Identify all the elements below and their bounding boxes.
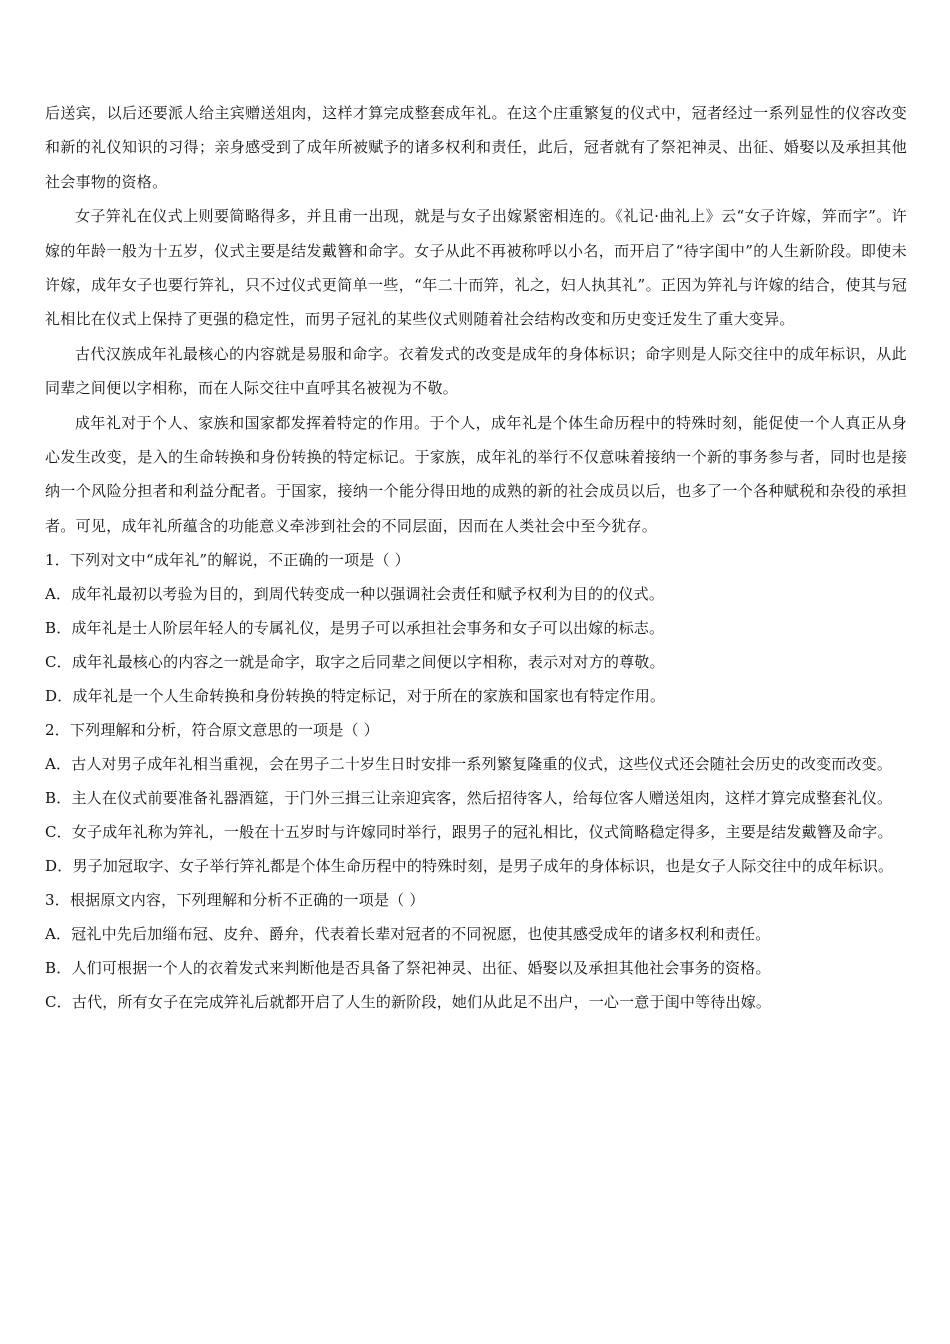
option-text: 冠礼中先后加缁布冠、皮弁、爵弁，代表着长辈对冠者的不同祝愿，也使其感受成年的诸多权利和责任。 (71, 925, 771, 944)
option-text: 女子成年礼称为笄礼，一般在十五岁时与许嫁同时举行，跟男子的冠礼相比，仪式简略稳定得多，主要是结发戴簪及命字。 (71, 823, 893, 842)
option-text: 成年礼最初以考验为目的，到周代转变成一种以强调社会责任和赋予权利为目的的仪式。 (71, 585, 665, 604)
option-text: 人们可根据一个人的衣着发式来判断他是否具备了祭祀神灵、出征、婚娶以及承担其他社会事务的资格。 (71, 959, 771, 978)
option-letter: C． (45, 823, 72, 842)
question-3-option-c (45, 985, 907, 1019)
option-text: 主人在仪式前要准备礼器酒筵，于门外三揖三让亲迎宾客，然后招待客人，给每位客人赠送俎肉，这样才算完成整套礼仪。 (71, 789, 893, 808)
question-1-option-c (45, 645, 907, 679)
question-2-option-b (45, 781, 907, 815)
option-letter: B． (45, 619, 72, 638)
question-1-option-d (45, 679, 907, 713)
question-2-option-d (45, 849, 907, 883)
option-text: 成年礼最核心的内容之一就是命字，取字之后同辈之间便以字相称，表示对对方的尊敬。 (71, 653, 665, 672)
passage-paragraph-4: 成年礼对于个人、家族和国家都发挥着特定的作用。于个人，成年礼是个体生命历程中的特殊时刻，能促使一个人真正从身心发生改变，是入的生命转换和身份转换的特定标记。于家族，成年礼的举行不仅意味着接纳一个新的事务参与者，同时也是接纳一个风险分担者和利益分配者。于国家，接纳一个能分得田地的成熟的新的社会成员以后，也多了一个各种赋税和杂役的承担者。可见，成年礼所蕴含的功能意义牵涉到社会的不同层面，因而在人类社会中至今犹存。 (45, 413, 907, 535)
question-2-option-c (45, 815, 907, 849)
option-letter: D． (45, 857, 73, 876)
option-text: 古代，所有女子在完成笄礼后就都开启了人生的新阶段，她们从此足不出户，一心一意于闺中等待出嫁。 (71, 993, 772, 1012)
question-3-stem: 3．根据原文内容，下列理解和分析不正确的一项是（ ） (45, 891, 425, 910)
option-letter: A． (45, 585, 72, 604)
option-text: 成年礼是士人阶层年轻人的专属礼仪，是男子可以承担社会事务和女子可以出嫁的标志。 (71, 619, 665, 638)
option-letter: A． (45, 925, 72, 944)
passage-paragraph-3: 古代汉族成年礼最核心的内容就是易服和命字。衣着发式的改变是成年的身体标识；命字则是人际交往中的成年标识，从此同辈之间便以字相称，而在人际交往中直呼其名被视为不敬。 (45, 344, 907, 398)
document-page (45, 96, 907, 1019)
option-text: 成年礼是一个人生命转换和身份转换的特定标记，对于所在的家族和国家也有特定作用。 (72, 687, 666, 706)
question-3-option-b (45, 951, 907, 985)
question-1-option-a (45, 577, 907, 611)
option-letter: B． (45, 789, 72, 808)
question-1-stem: 1．下列对文中“成年礼”的解说，不正确的一项是（ ） (45, 551, 410, 570)
question-2-stem: 2．下列理解和分析，符合原文意思的一项是（ ） (45, 721, 379, 740)
question-1-option-b (45, 611, 907, 645)
option-letter: D． (45, 687, 73, 706)
passage-paragraph-2: 女子笄礼在仪式上则要简略得多，并且甫一出现，就是与女子出嫁紧密相连的。《礼记·曲礼上》云“女子许嫁，笄而字”。许嫁的年龄一般为十五岁，仪式主要是结发戴簪和命字。女子从此不再被称呼以小名，而开启了“待字闺中”的人生新阶段。即使未许嫁，成年女子也要行笄礼，只不过仪式更简单一些，“年二十而笄，礼之，妇人执其礼”。正因为笄礼与许嫁的结合，使其与冠礼相比在仪式上保持了更强的稳定性，而男子冠礼的某些仪式则随着社会结构改变和历史变迁发生了重大变异。 (45, 207, 907, 329)
option-letter: C． (45, 993, 72, 1012)
option-text: 男子加冠取字、女子举行笄礼都是个体生命历程中的特殊时刻，是男子成年的身体标识，也是女子人际交往中的成年标识。 (72, 857, 894, 876)
option-letter: A． (45, 755, 72, 774)
option-letter: C． (45, 653, 72, 672)
option-letter: B． (45, 959, 72, 978)
option-text: 古人对男子成年礼相当重视，会在男子二十岁生日时安排一系列繁复隆重的仪式，这些仪式还会随社会历史的改变而改变。 (71, 755, 893, 774)
question-3-option-a (45, 917, 907, 951)
question-2-option-a (45, 747, 907, 781)
passage-paragraph-1: 后送宾，以后还要派人给主宾赠送俎肉，这样才算完成整套成年礼。在这个庄重繁复的仪式中，冠者经过一系列显性的仪容改变和新的礼仪知识的习得；亲身感受到了成年所被赋予的诸多权利和责任，此后，冠者就有了祭祀神灵、出征、婚娶以及承担其他社会事物的资格。 (45, 104, 907, 191)
